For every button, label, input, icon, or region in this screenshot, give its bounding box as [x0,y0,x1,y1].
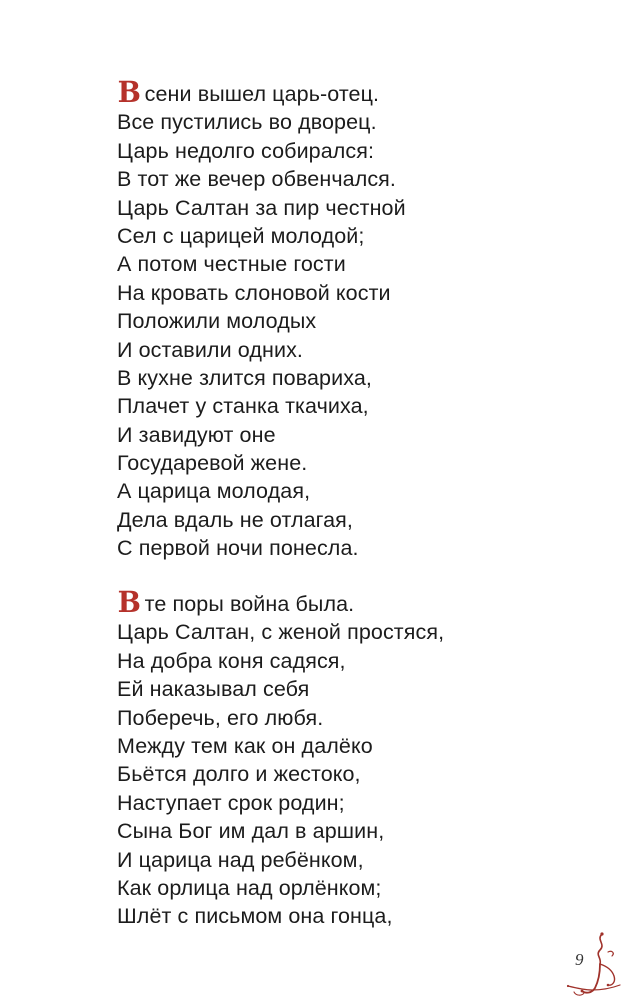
poem-line: На кровать слоновой кости [117,280,391,305]
poem-line: А царица молодая, [117,479,311,504]
stanza-2 [117,585,445,931]
poem-line: Положили молодых [117,309,317,334]
poem-line: Царь Салтан, с женой простяся, [117,620,445,645]
poem-line: Наступает срок родин; [117,790,345,815]
poem-line: Сына Бог им дал в аршин, [117,819,385,844]
poem-line: С первой ночи понесла. [117,536,359,561]
poem-line: Бьётся долго и жестоко, [117,762,361,787]
poem-line: Ей наказывал себя [117,677,310,702]
poem-line: В тот же вечер обвенчался. [117,167,397,192]
poem-line: Между тем как он далёко [117,733,373,758]
poem-line: Дела вдаль не отлагая, [117,507,353,532]
poem-line: Государевой жене. [117,451,308,476]
poem-line: Шлёт с письмом она гонца, [117,904,393,929]
page-number: 9 [575,950,584,969]
poem-line: Поберечь, его любя. [117,705,324,730]
poem-line: И царица над ребёнком, [117,847,364,872]
stanza-1 [117,75,406,563]
poem-line: В кухне злится повариха, [117,365,372,390]
stanza-first-line [117,75,406,109]
decorative-flourish-icon [562,930,622,998]
poem-line: Царь Салтан за пир честной [117,195,406,220]
poem-line: И завидуют оне [117,422,276,447]
poem-line: Как орлица над орлёнком; [117,875,382,900]
first-line-text: сени вышел царь-отец. [144,82,380,106]
drop-cap: В [117,75,142,109]
poem-line: На добра коня садяся, [117,648,346,673]
poem-line: Плачет у станка ткачиха, [117,394,369,419]
poem-line: Все пустились во дворец. [117,110,377,135]
poem-line: Сел с царицей молодой; [117,223,365,248]
stanza-first-line [117,585,444,619]
poem-line: А потом честные гости [117,252,346,277]
poem-line: Царь недолго собирался: [117,138,375,163]
first-line-text: те поры война была. [144,592,355,616]
drop-cap: В [117,585,142,619]
poem-line: И оставили одних. [117,337,303,362]
